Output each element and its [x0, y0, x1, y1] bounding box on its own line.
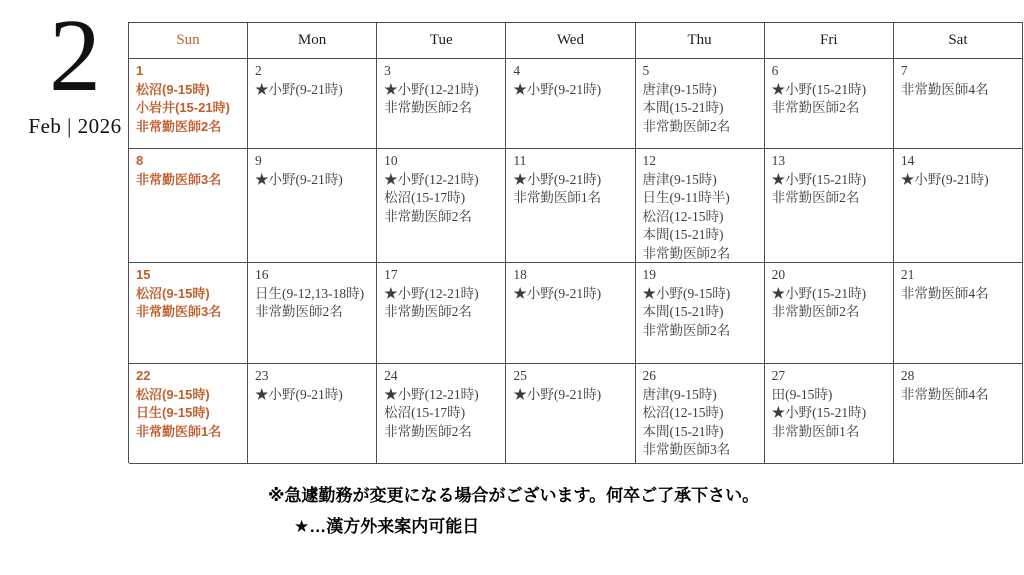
day-number: 17: [384, 267, 398, 282]
day-number: 1: [136, 63, 144, 78]
day-cell: [636, 263, 765, 364]
day-cell: [636, 149, 765, 263]
day-cell: [248, 59, 377, 149]
day-cell: [894, 59, 1023, 149]
day-cell: [506, 364, 635, 464]
schedule-line: 日生(9-12,13-18時): [255, 285, 365, 301]
day-cell: [377, 263, 506, 364]
day-cell: [248, 149, 377, 263]
schedule-line: 非常勤医師2名: [255, 304, 343, 319]
day-cell: [506, 149, 635, 263]
schedule-line: 本間(15-21時): [642, 304, 724, 319]
day-cell: [765, 263, 894, 364]
schedule-change-note: ※急遽勤務が変更になる場合がございます。何卒ご了承下さい。: [268, 486, 760, 505]
schedule-line: ★小野(15-21時): [771, 171, 867, 187]
schedule-line: ★小野(9-21時): [513, 386, 602, 402]
schedule-line: 日生(9-11時半): [642, 190, 730, 205]
schedule-line: 非常勤医師1名: [513, 190, 602, 205]
schedule-line: ★小野(15-21時): [771, 405, 867, 420]
weekday-header-sun: Sun: [129, 23, 248, 59]
schedule-line: 非常勤医師3名: [136, 171, 222, 187]
weekday-header-tue: Tue: [377, 23, 506, 59]
day-number: 26: [642, 368, 656, 383]
schedule-line: 非常勤医師1名: [136, 423, 222, 439]
schedule-line: ★小野(9-21時): [255, 386, 343, 402]
schedule-line: 非常勤医師2名: [771, 304, 860, 319]
calendar-grid: [128, 22, 1023, 463]
schedule-line: 非常勤医師4名: [900, 386, 989, 402]
schedule-line: ★小野(9-21時): [900, 171, 989, 187]
day-number: 6: [771, 63, 779, 78]
day-number: 21: [900, 267, 915, 282]
schedule-line: 非常勤医師4名: [900, 285, 989, 301]
day-cell: [765, 149, 894, 263]
day-number: 25: [513, 368, 527, 383]
schedule-line: ★小野(9-21時): [255, 81, 343, 97]
schedule-line: 非常勤医師4名: [900, 81, 989, 97]
weekday-header-wed: Wed: [506, 23, 635, 59]
day-number: 16: [255, 267, 269, 282]
day-number: 24: [384, 368, 398, 383]
day-number: 20: [771, 267, 786, 282]
schedule-line: 唐津(9-15時): [642, 386, 717, 402]
day-cell: [377, 59, 506, 149]
schedule-line: ★小野(9-21時): [513, 81, 602, 97]
schedule-line: ★小野(12-21時): [384, 386, 479, 402]
day-cell: [129, 263, 248, 364]
day-number: 4: [513, 63, 521, 78]
schedule-line: 田(9-15時): [771, 386, 833, 402]
schedule-line: 非常勤医師2名: [384, 423, 472, 439]
day-number: 27: [771, 368, 786, 383]
schedule-line: ★小野(12-21時): [384, 285, 479, 301]
schedule-line: 松沼(9-15時): [136, 285, 210, 301]
month-number: 2: [49, 0, 101, 113]
day-cell: [636, 59, 765, 149]
day-cell: [894, 364, 1023, 464]
schedule-line: 松沼(15-17時): [384, 405, 466, 420]
schedule-line: 松沼(15-17時): [384, 190, 466, 205]
day-cell: [765, 59, 894, 149]
schedule-line: 非常勤医師2名: [642, 118, 731, 134]
day-number: 9: [255, 153, 262, 168]
day-number: 2: [255, 63, 262, 78]
schedule-line: 非常勤医師2名: [384, 208, 472, 224]
day-cell: [377, 149, 506, 263]
day-cell: [506, 59, 635, 149]
day-number: 7: [900, 63, 908, 78]
day-number: 5: [642, 63, 650, 78]
schedule-line: 松沼(9-15時): [136, 386, 210, 402]
schedule-line: ★小野(15-21時): [771, 81, 867, 97]
schedule-line: ★小野(15-21時): [771, 285, 867, 301]
day-cell: [636, 364, 765, 464]
weekday-header-thu: Thu: [636, 23, 765, 59]
day-number: 19: [642, 267, 656, 282]
day-cell: [248, 263, 377, 364]
schedule-line: 非常勤医師3名: [136, 304, 222, 319]
month-year-label: Feb | 2026: [28, 114, 122, 139]
schedule-line: 非常勤医師2名: [642, 322, 731, 338]
schedule-line: ★小野(9-21時): [513, 285, 602, 301]
day-number: 8: [136, 153, 144, 168]
schedule-line: 非常勤医師2名: [384, 100, 472, 115]
day-cell: [129, 149, 248, 263]
schedule-line: 非常勤医師2名: [136, 118, 222, 134]
day-cell: [129, 364, 248, 464]
schedule-line: 本間(15-21時): [642, 423, 724, 439]
month-block: [14, 0, 136, 139]
footer-notes: [268, 486, 759, 538]
schedule-line: 非常勤医師2名: [384, 304, 472, 319]
weekday-header-fri: Fri: [765, 23, 894, 59]
day-number: 11: [513, 153, 527, 168]
schedule-line: 非常勤医師2名: [642, 245, 731, 261]
schedule-line: 小岩井(15-21時): [136, 100, 230, 115]
schedule-line: 本間(15-21時): [642, 227, 724, 242]
schedule-line: 本間(15-21時): [642, 100, 724, 115]
weekday-header-mon: Mon: [248, 23, 377, 59]
schedule-line: 唐津(9-15時): [642, 81, 717, 97]
schedule-line: 松沼(12-15時): [642, 208, 724, 224]
schedule-line: 非常勤医師1名: [771, 423, 860, 439]
day-cell: [129, 59, 248, 149]
day-number: 14: [900, 153, 915, 168]
day-cell: [894, 149, 1023, 263]
day-number: 15: [136, 267, 151, 282]
schedule-line: 非常勤医師3名: [642, 442, 731, 457]
day-number: 23: [255, 368, 269, 383]
schedule-line: ★小野(9-15時): [642, 285, 731, 301]
day-number: 18: [513, 267, 527, 282]
schedule-line: 非常勤医師2名: [771, 190, 860, 205]
schedule-line: 日生(9-15時): [136, 405, 210, 420]
schedule-line: ★小野(9-21時): [513, 171, 602, 187]
schedule-line: ★小野(12-21時): [384, 81, 479, 97]
day-number: 28: [900, 368, 915, 383]
star-legend-note: ★…漢方外来案内可能日: [294, 517, 480, 537]
day-cell: [248, 364, 377, 464]
day-cell: [506, 263, 635, 364]
day-number: 10: [384, 153, 398, 168]
day-cell: [765, 364, 894, 464]
day-number: 22: [136, 368, 151, 383]
day-cell: [894, 263, 1023, 364]
schedule-line: ★小野(9-21時): [255, 171, 343, 187]
schedule-line: 唐津(9-15時): [642, 171, 717, 187]
day-cell: [377, 364, 506, 464]
day-number: 12: [642, 153, 656, 168]
schedule-line: 非常勤医師2名: [771, 100, 860, 115]
weekday-header-sat: Sat: [894, 23, 1023, 59]
day-number: 13: [771, 153, 786, 168]
schedule-line: 松沼(9-15時): [136, 81, 210, 97]
day-number: 3: [384, 63, 391, 78]
schedule-line: ★小野(12-21時): [384, 171, 479, 187]
schedule-line: 松沼(12-15時): [642, 405, 724, 420]
